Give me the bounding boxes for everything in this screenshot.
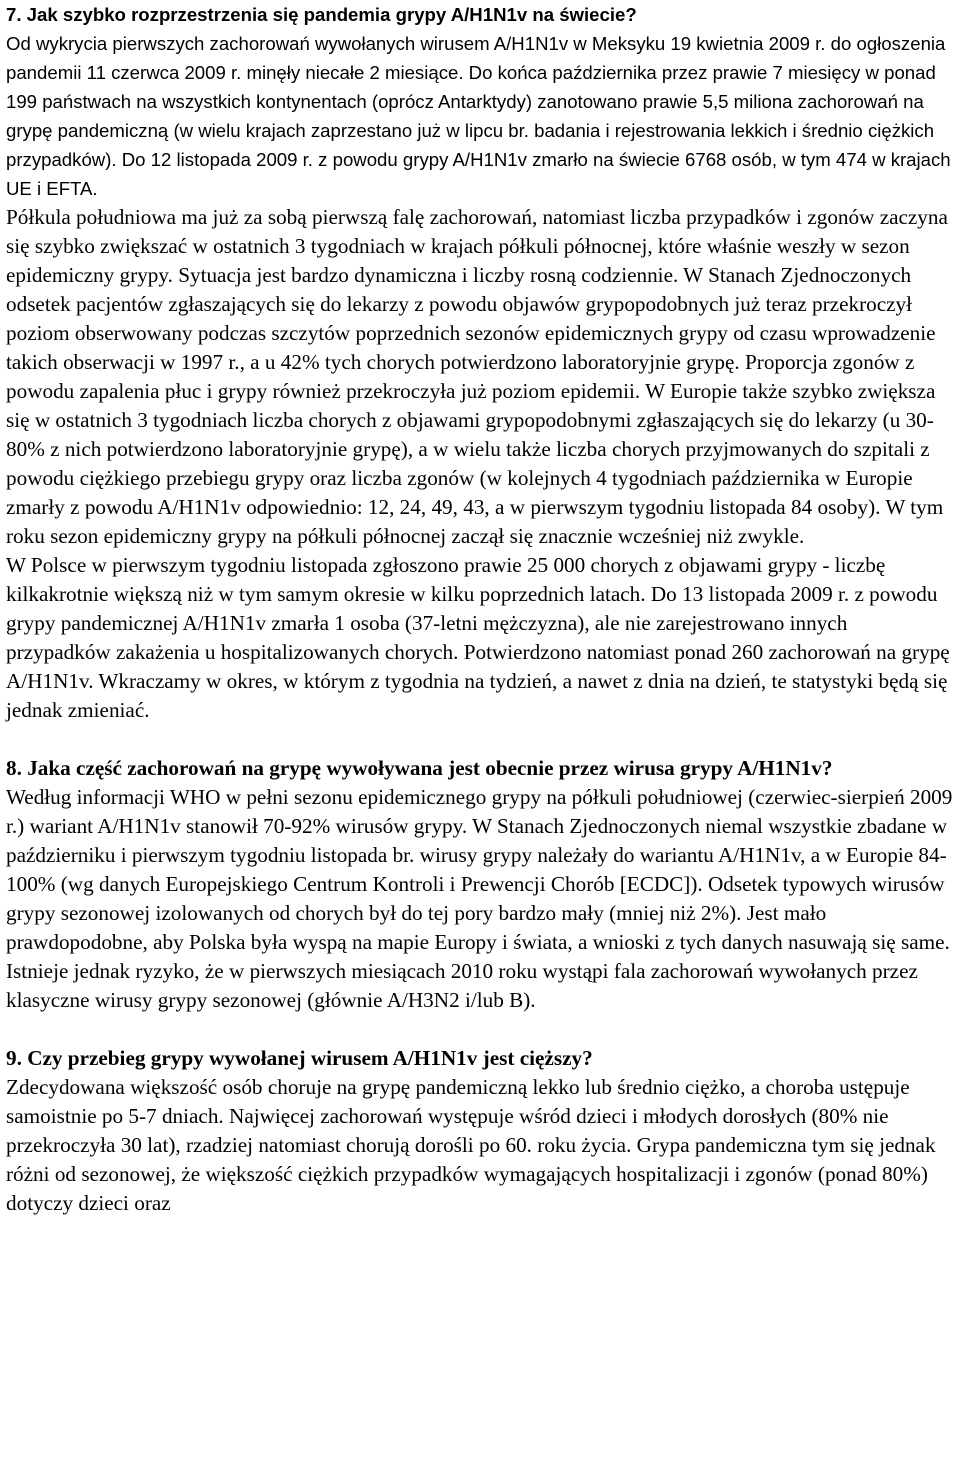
section-8 (6, 754, 954, 1015)
spacer (6, 725, 954, 754)
section-9-title: 9. Czy przebieg grypy wywołanej wirusem A/H1N1v jest cięższy? (6, 1046, 593, 1070)
document-page (6, 0, 954, 1218)
section-7-paragraph-1-text: Półkula południowa ma już za sobą pierwszą falę zachorowań, natomiast liczba przypadków i zgonów zaczyna się szybko zwiększać w ostatnich 3 tygodniach w krajach półkuli północnej, które właśnie weszły w sezon epidemiczny grypy. (6, 205, 948, 287)
spacer (6, 1015, 954, 1044)
section-8-body: Według informacji WHO w pełni sezonu epidemicznego grypy na półkuli południowej (czerwiec-sierpień 2009 r.) wariant A/H1N1v stanowił 70-92% wirusów grypy. W Stanach Zjednoczonych niemal wszystkie zbadane w październiku i pierwszym tygodniu listopada br. wirusy grypy należały do wariantu A/H1N1v, a w Europie 84-100% (wg danych Europejskiego Centrum Kontroli i Prewencji Chorób [ECDC]). Odsetek typowych wirusów grypy sezonowej izolowanych od chorych był do tej pory bardzo mały (mniej niż 2%). Jest mało prawdopodobne, aby Polska była wyspą na mapie Europy i świata, a wnioski z tych danych nasuwają się same. Istnieje jednak ryzyko, że w pierwszych miesiącach 2010 roku wystąpi fala zachorowań wywołanych przez klasyczne wirusy grypy sezonowej (głównie A/H3N2 i/lub B). (6, 785, 953, 1012)
section-7-paragraph-2: W Polsce w pierwszym tygodniu listopada zgłoszono prawie 25 000 chorych z objawami grypy - liczbę kilkakrotnie większą niż w tym samym okresie w kilku poprzednich latach. Do 13 listopada 2009 r. z powodu grypy pandemicznej A/H1N1v zmarła 1 osoba (37-letni mężczyzna), ale nie zarejestrowano innych przypadków zakażenia u hospitalizowanych chorych. Potwierdzono natomiast ponad 260 zachorowań na grypę A/H1N1v. Wkraczamy w okres, w którym z tygodnia na tydzień, a nawet z dnia na dzień, te statystyki będą się jednak zmieniać. (6, 553, 950, 722)
section-9-body: Zdecydowana większość osób choruje na grypę pandemiczną lekko lub średnio ciężko, a choroba ustępuje samoistnie po 5-7 dniach. Najwięcej zachorowań występuje wśród dzieci i młodych dorosłych (80% nie przekroczyła 30 lat), rzadziej natomiast chorują dorośli po 60. roku życia. Grypa pandemiczna tym się jednak różni od sezonowej, że większość ciężkich przypadków wymagających hospitalizacji i zgonów (ponad 80%) dotyczy dzieci oraz (6, 1075, 936, 1215)
section-7-intro-text: Od wykrycia pierwszych zachorowań wywołanych wirusem A/H1N1v w Meksyku 19 kwietnia 2009 r. do ogłoszenia pandemii 11 czerwca 2009 r. minęły niecałe 2 miesiące. Do końca października przez prawie 7 miesięcy w ponad 199 państwach na wszystkich kontynentach (oprócz Antarktydy) zanotowano prawie 5,5 miliona zachorowań na grypę pandemiczną (w wielu krajach zaprzestano już w lipcu br. badania i rejestrowania lekkich i średnio ciężkich przypadków). Do 12 listopada 2009 r. z powodu grypy A/H1N1v zmarło na świecie 6768 osób, w tym 474 w krajach UE i EFTA. (6, 33, 951, 199)
section-8-title: 8. Jaka część zachorowań na grypę wywoływana jest obecnie przez wirusa grypy A/H1N1v? (6, 756, 833, 780)
section-7-paragraph-1b-text: Sytuacja jest bardzo dynamiczna i liczby rosną codziennie. W Stanach Zjednoczonych odsetek pacjentów zgłaszających się do lekarzy z powodu objawów grypopodobnych już teraz przekroczył poziom obserwowany podczas szczytów poprzednich sezonów epidemicznych grypy od czasu wprowadzenie takich obserwacji w 1997 r., a u 42% tych chorych potwierdzono laboratoryjnie grypę. Proporcja zgonów z powodu zapalenia płuc i grypy również przekroczyła już poziom epidemii. W Europie także szybko zwiększa się w ostatnich 3 tygodniach liczba chorych z objawami grypopodobnymi zgłaszających się do lekarzy (u 30-80% z nich potwierdzono laboratoryjnie grypę), a w wielu także liczba chorych przyjmowanych do szpitali z powodu ciężkiego przebiegu grypy oraz liczba zgonów (w kolejnych 4 tygodniach października w Europie zmarły z powodu A/H1N1v odpowiednio: 12, 24, 49, 43, a w pierwszym tygodniu listopada 84 osoby). W tym roku sezon epidemiczny grypy na półkuli północnej zaczął się znacznie wcześniej niż zwykle. (6, 263, 944, 548)
section-7-title: 7. Jak szybko rozprzestrzenia się pandemia grypy A/H1N1v na świecie? (6, 4, 637, 25)
section-9 (6, 1044, 954, 1218)
section-7-intro (6, 0, 954, 203)
section-7-paragraph-1 (6, 203, 954, 551)
section-7 (6, 0, 954, 725)
